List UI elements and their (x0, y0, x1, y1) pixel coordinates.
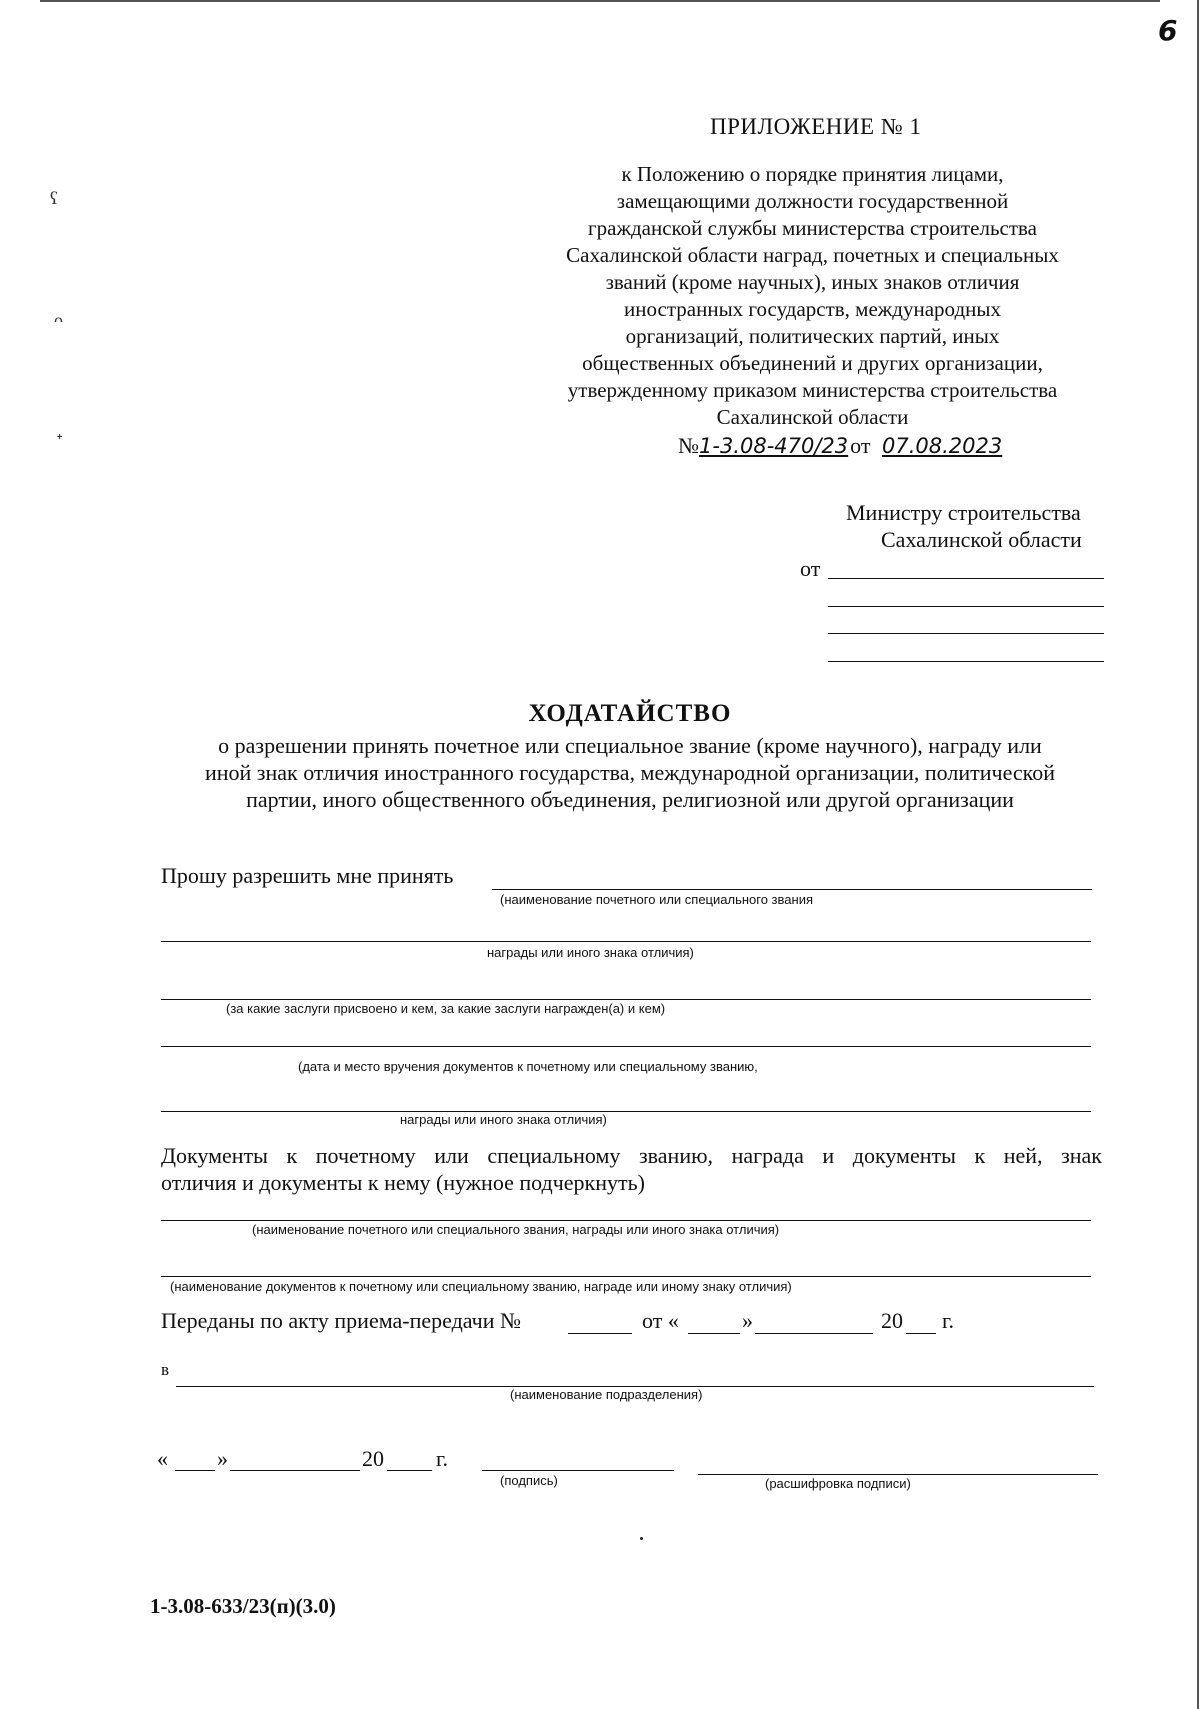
document-code: 1-3.08-633/23(п)(3.0) (150, 1594, 336, 1618)
signature-caption: (подпись) (500, 1473, 558, 1488)
order-number: 1-3.08-470/23 (699, 434, 849, 458)
addressee-line[interactable] (828, 606, 1104, 607)
appendix-line: замещающими должности государственной (616, 189, 1009, 213)
appendix-line: званий (кроме научных), иных знаков отличия (605, 270, 1020, 294)
transfer-number-field[interactable] (568, 1333, 632, 1334)
appendix-title: ПРИЛОЖЕНИЕ № 1 (710, 114, 922, 139)
date-place-field-2[interactable] (161, 1111, 1091, 1112)
appendix-line: иностранных государств, международных (624, 297, 1001, 321)
documents-award-caption: (наименование почетного или специального звания, награды или иного знака отличия) (252, 1222, 780, 1237)
sign-day-field[interactable] (175, 1470, 215, 1471)
documents-award-field[interactable] (161, 1220, 1091, 1221)
documents-names-caption: (наименование документов к почетному или специальному званию, награде или иному знаку отличия) (170, 1279, 792, 1294)
signature-decode-field[interactable] (698, 1474, 1098, 1475)
documents-line: отличия и документы к нему (нужное подчеркнуть) (161, 1170, 645, 1195)
addressee-from-label: от (800, 556, 821, 581)
request-caption: (наименование почетного или специального звания (500, 892, 813, 907)
scan-speck: ᐩ (56, 430, 64, 450)
signature-field[interactable] (482, 1470, 674, 1471)
sign-year: 20 (362, 1446, 384, 1471)
date-place-caption: (дата и место вручения документов к почетному или специальному званию, (298, 1059, 758, 1074)
order-reference (678, 433, 1002, 459)
order-date: 07.08.2023 (881, 434, 1003, 458)
petition-subtitle (160, 732, 1100, 813)
appendix-line: утвержденному приказом министерства строительства (567, 378, 1058, 402)
transfer-year-field[interactable] (906, 1333, 936, 1334)
transfer-year-g: г. (942, 1308, 955, 1333)
appendix-line: гражданской службы министерства строительства (588, 216, 1037, 240)
sign-date-close: » (217, 1446, 228, 1471)
subtitle-line: иной знак отличия иностранного государства, международной организации, политической (204, 760, 1055, 785)
order-prefix: № (678, 433, 699, 458)
scan-edge-right (1197, 0, 1199, 1709)
documents-line: Документы к почетному или специальному званию, награда и документы к ней, знак (161, 1143, 1102, 1168)
transfer-label: Переданы по акту приема-передачи № (161, 1308, 521, 1333)
sign-month-field[interactable] (230, 1470, 360, 1471)
scan-speck: ʕ (50, 188, 58, 208)
sign-year-field[interactable] (387, 1470, 432, 1471)
transfer-month-field[interactable] (755, 1333, 873, 1334)
appendix-line: общественных объединений и других организации, (582, 351, 1043, 375)
scan-dot (640, 1537, 643, 1540)
transfer-year: 20 (881, 1308, 903, 1333)
appendix-description (520, 161, 1105, 431)
documents-names-field[interactable] (161, 1276, 1091, 1277)
appendix-line: Сахалинской области наград, почетных и специальных (566, 243, 1059, 267)
appendix-line: к Положению о порядке принятия лицами, (621, 162, 1004, 186)
order-from: от (850, 433, 871, 458)
addressee-line-2: Сахалинской области (881, 527, 1082, 552)
addressee-line[interactable] (828, 633, 1104, 634)
merits-caption: (за какие заслуги присвоено и кем, за какие заслуги награжден(а) и кем) (226, 1001, 666, 1016)
signature-decode-caption: (расшифровка подписи) (765, 1476, 911, 1491)
addressee-from-line[interactable] (828, 578, 1104, 579)
scan-speck: ᴖ (54, 310, 63, 330)
sign-year-g: г. (436, 1446, 449, 1471)
date-place-field[interactable] (161, 1046, 1091, 1047)
addressee-line-1: Министру строительства (846, 500, 1081, 525)
transfer-day-field[interactable] (688, 1333, 740, 1334)
award-caption: награды или иного знака отличия) (487, 945, 694, 960)
date-place-caption-2: награды или иного знака отличия) (400, 1112, 607, 1127)
dept-label: в (161, 1360, 170, 1379)
request-label: Прошу разрешить мне принять (161, 863, 454, 888)
merits-field[interactable] (161, 999, 1091, 1000)
transfer-close-quote: » (742, 1308, 753, 1333)
transfer-from: от « (642, 1308, 679, 1333)
subtitle-line: партии, иного общественного объединения, религиозной или другой организации (246, 787, 1014, 812)
documents-text (161, 1142, 1102, 1196)
subtitle-line: о разрешении принять почетное или специальное звание (кроме научного), награду или (218, 733, 1042, 758)
request-field[interactable] (492, 889, 1092, 890)
dept-caption: (наименование подразделения) (510, 1387, 703, 1402)
appendix-line: Сахалинской области (716, 405, 909, 429)
award-field[interactable] (161, 941, 1091, 942)
addressee-line[interactable] (828, 661, 1104, 662)
page-number: 6 (1158, 14, 1178, 47)
petition-title: ХОДАТАЙСТВО (528, 700, 732, 727)
appendix-line: организаций, политических партий, иных (625, 324, 1000, 348)
sign-date-open: « (157, 1446, 168, 1471)
scan-edge-top (40, 0, 1160, 2)
